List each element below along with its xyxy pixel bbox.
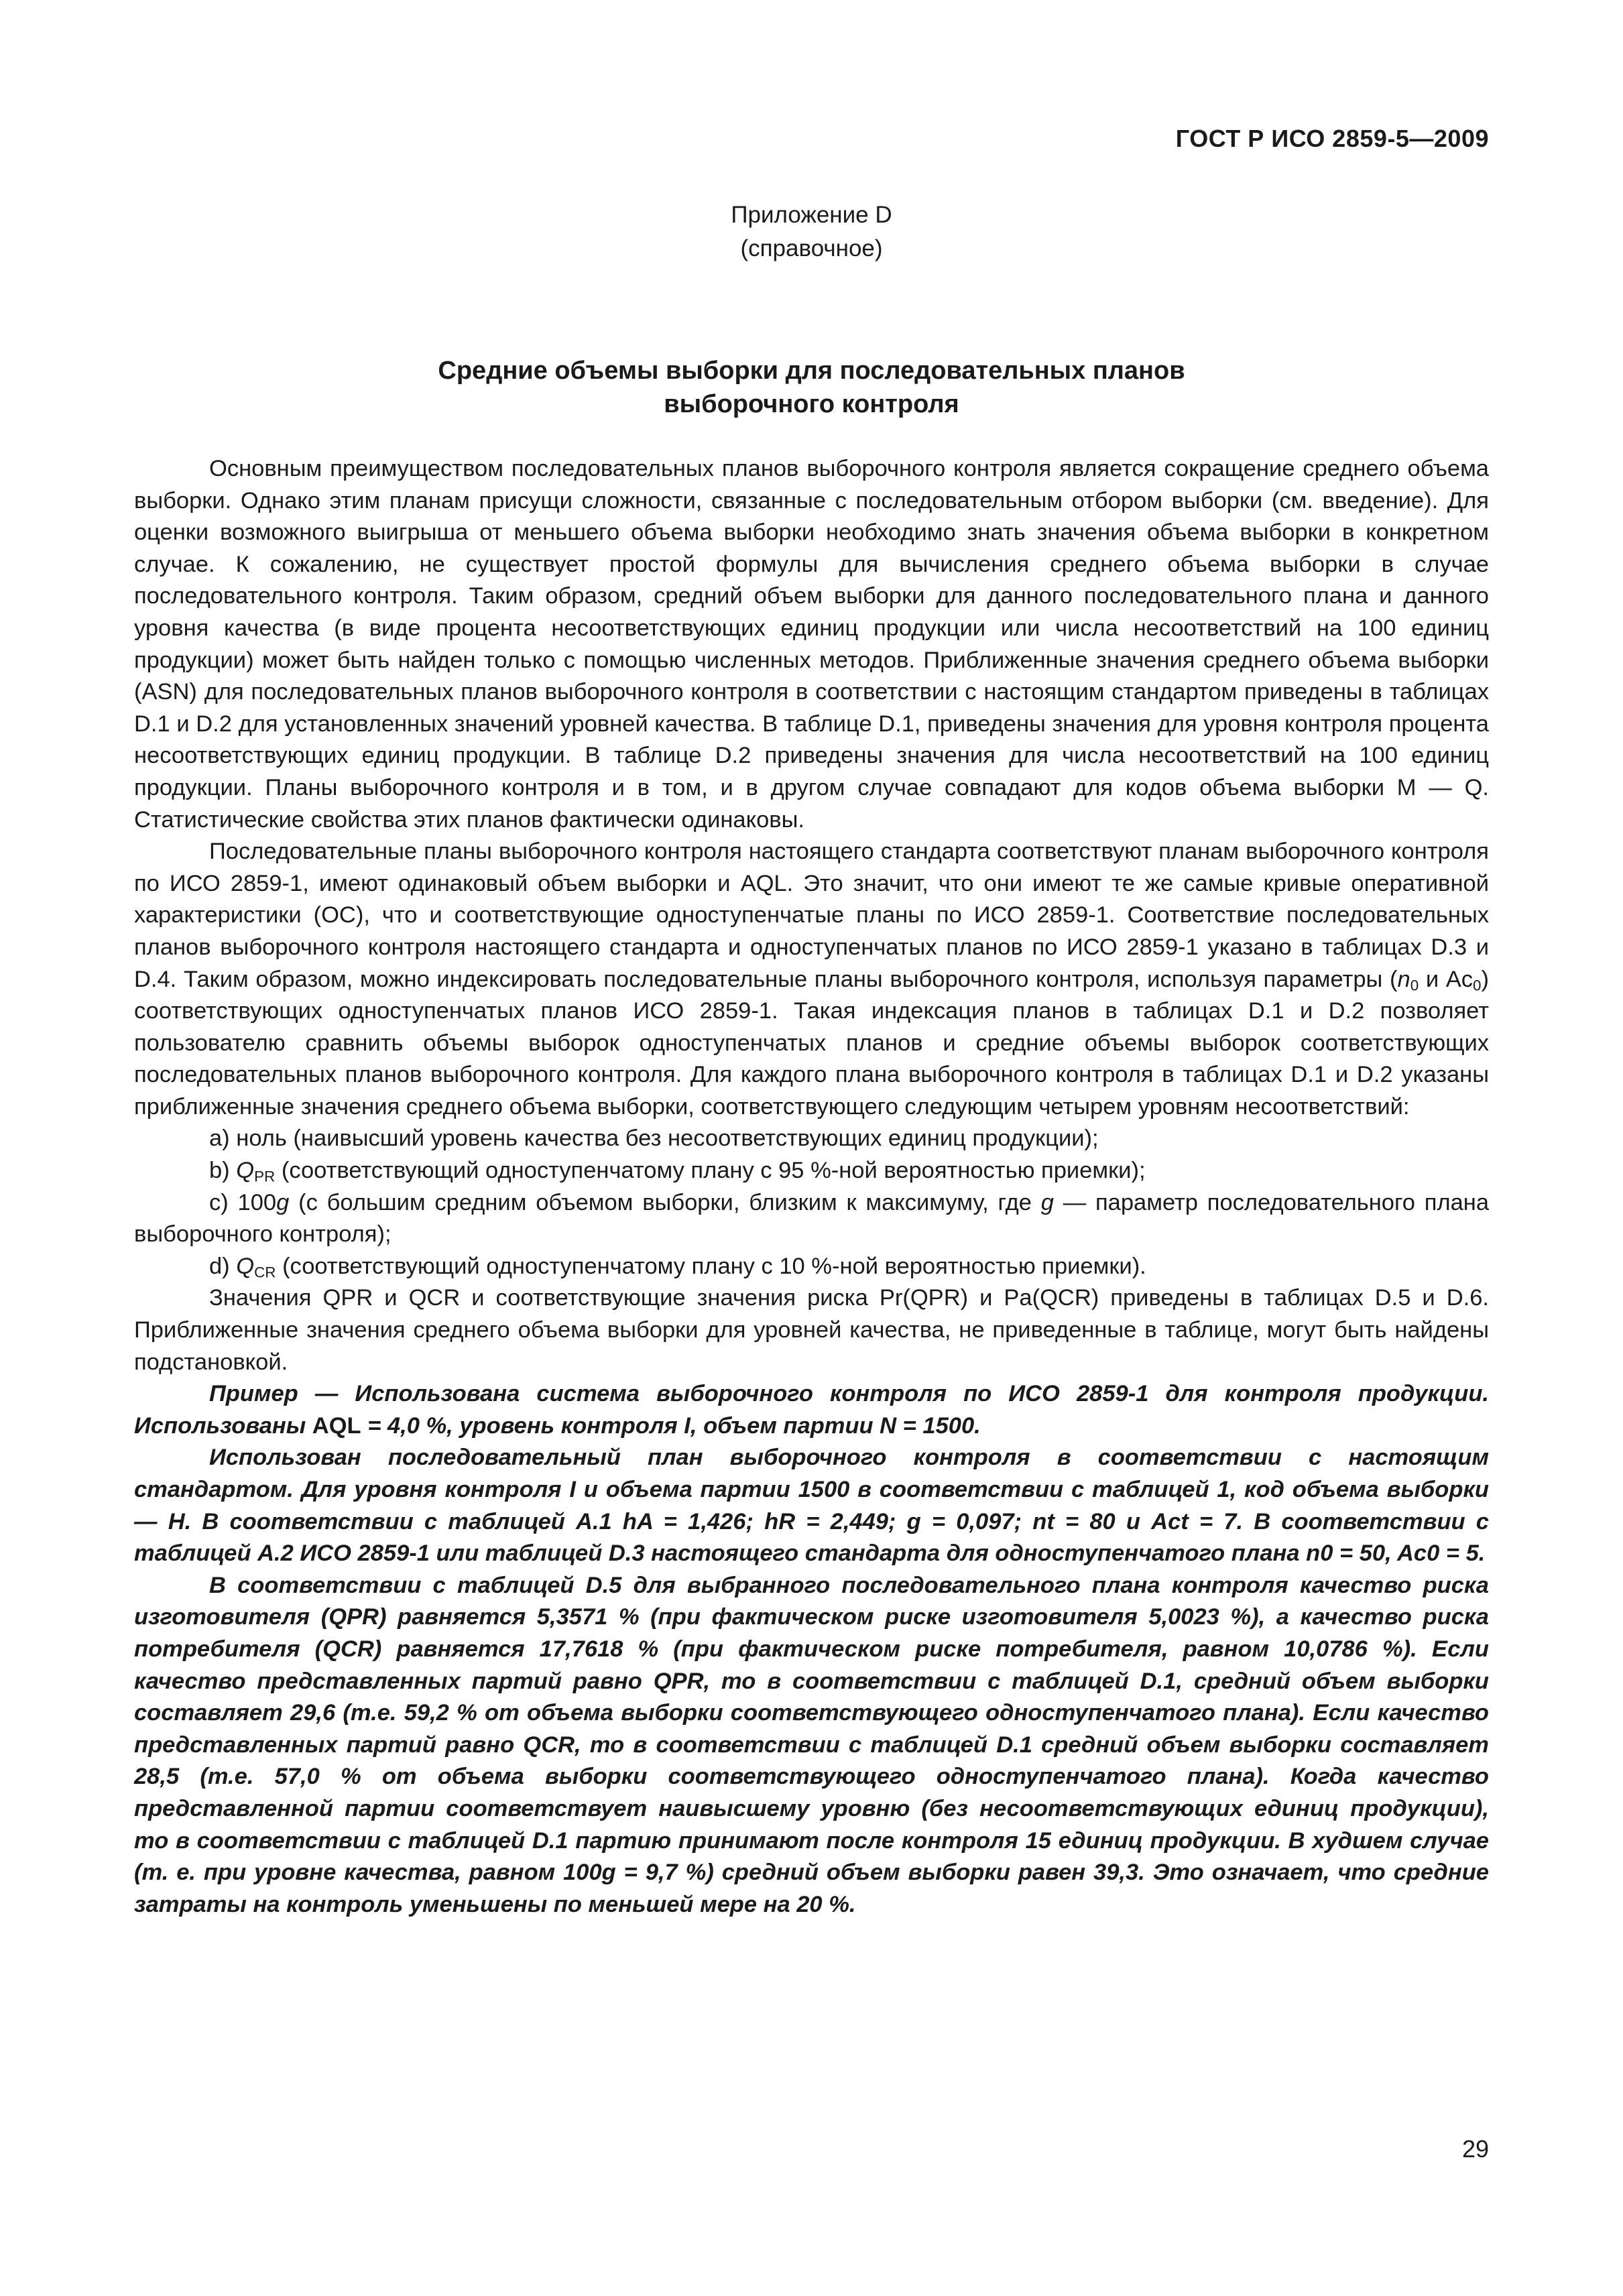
list-item-c-g2: g <box>1040 1189 1054 1215</box>
list-item-c <box>134 1187 1489 1251</box>
paragraph-plans-and: и Ac <box>1419 966 1474 992</box>
title-line-1: Средние объемы выборки для последовательных планов <box>438 357 1185 385</box>
list-item-c-g: g <box>276 1189 290 1215</box>
list-item-d-q: Q <box>236 1253 255 1279</box>
param-n-sub: 0 <box>1410 977 1419 994</box>
list-item-a: a) ноль (наивысший уровень качества без несоответствующих единиц продукции); <box>209 1126 1099 1152</box>
list-item-c-mid: (с большим средним объемом выборки, близким к максимуму, где <box>289 1189 1041 1215</box>
example-result: В соответствии с таблицей D.5 для выбранного последовательного плана контроля качество риска изготовителя (QPR) равняется 5,3571 % (при фактическом риске изготовителя 5,0023 %), а качество риска потребителя (QCR) равняется 17,7618 % (при фактическом риске потребителя, равном 10,0786 %). Если качество представленных партий равно QPR, то в соответствии с таблицей D.1, средний объем выборки составляет 29,6 (т.е. 59,2 % от объема выборки соответствующего одноступенчатого плана). Если качество представленных партий равно QCR, то в соответствии с таблицей D.1 средний объем выборки составляет 28,5 (т.е. 57,0 % от объема выборки соответствующего одноступенчатого плана). Когда качество представленной партии соответствует наивысшему уровню (без несоответствующих единиц продукции), то в соответствии с таблицей D.1 партию принимают после контроля 15 единиц продукции. В худшем случае (т. е. при уровне качества, равном 100g = 9,7 %) средний объем выборки равен 39,3. Это означает, что средние затраты на контроль уменьшены по меньшей мере на 20 %. <box>134 1572 1489 1917</box>
paragraph-plans <box>134 836 1489 1123</box>
example-intro <box>134 1378 1489 1442</box>
list-item-d <box>134 1251 1489 1283</box>
example-aql: AQL <box>312 1412 361 1439</box>
title-line-2: выборочного контроля <box>664 390 959 418</box>
list-item-c-text: — параметр последовательного плана выборочного контроля); <box>134 1189 1490 1248</box>
paragraph-risk-values: Значения QPR и QCR и соответствующие значения риска Pr(QPR) и Pa(QCR) приведены в таблицах D.5 и D.6. Приближенные значения среднего объема выборки для уровней качества, не приведенные в таблице, могут быть найдены подстановкой. <box>134 1285 1489 1375</box>
list-item-d-sub: CR <box>254 1264 276 1281</box>
appendix-kind: (справочное) <box>740 235 883 261</box>
list-item-c-prefix: c) 100 <box>209 1189 277 1215</box>
standard-header: ГОСТ Р ИСО 2859-5—2009 <box>1175 125 1489 152</box>
list-item-b-q: Q <box>236 1158 255 1184</box>
list-item-b-text: (соответствующий одноступенчатому плану с 95 %-ной вероятностью приемки); <box>275 1158 1146 1184</box>
paragraph-intro: Основным преимуществом последовательных планов выборочного контроля является сокращение среднего объема выборки. Однако этим планам присущи сложности, связанные с последовательным отбором выборки (см. введение). Для оценки возможного выигрыша от меньшего объема выборки необходимо знать значения объема выборки в конкретном случае. К сожалению, не существует простой формулы для вычисления среднего объема выборки в случае последовательного контроля. Таким образом, средний объем выборки для данного последовательного плана и данного уровня качества (в виде процента несоответствующих единиц продукции или числа несоответствий на 100 единиц продукции) может быть найден только с помощью численных методов. Приближенные значения среднего объема выборки (ASN) для последовательных планов выборочного контроля в соответствии с настоящим стандартом приведены в таблицах D.1 и D.2 для установленных значений уровней качества. В таблице D.1, приведены значения для уровня контроля процента несоответствующих единиц продукции. В таблице D.2 приведены значения для числа несоответствий на 100 единиц продукции. Планы выборочного контроля и в том, и в другом случае совпадают для кодов объема выборки M — Q. Статистические свойства этих планов фактически одинаковы. <box>134 456 1489 833</box>
paragraph-plans-text-a: Последовательные планы выборочного контроля настоящего стандарта соответствуют планам выборочного контроля по ИСО 2859-1, имеют одинаковый объем выборки и AQL. Это значит, что они имеют те же самые кривые оперативной характеристики (ОС), что и соответствующие одноступенчатые планы по ИСО 2859-1. Соответствие последовательных планов выборочного контроля настоящего стандарта и одноступенчатых планов по ИСО 2859-1 указано в таблицах D.3 и D.4. Таким образом, можно индексировать последовательные планы выборочного контроля, используя параметры ( <box>134 839 1489 992</box>
param-n: n <box>1397 966 1410 992</box>
section-title <box>0 354 1623 421</box>
example-intro-text-b: = 4,0 %, уровень контроля I, объем партии N = 1500. <box>361 1412 981 1439</box>
document-body <box>134 453 1489 1921</box>
list-item-b <box>134 1155 1489 1187</box>
list-item-d-prefix: d) <box>209 1253 237 1279</box>
param-ac-sub: 0 <box>1473 977 1482 994</box>
paragraph-plans-text-b: ) соответствующих одноступенчатых планов ИСО 2859-1. Такая индексация планов в таблицах D.1 и D.2 позволяет пользователю сравнить объемы выборок одноступенчатых планов и средние объемы выборок соответствующих последовательных планов выборочного контроля. Для каждого плана выборочного контроля в таблицах D.1 и D.2 указаны приближенные значения среднего объема выборки, соответствующего следующим четырем уровням несоответствий: <box>134 966 1490 1120</box>
example-plan: Использован последовательный план выборочного контроля в соответствии с настоящим стандартом. Для уровня контроля I и объема партии 1500 в соответствии с таблицей 1, код объема выборки — H. В соответствии с таблицей A.1 hA = 1,426; hR = 2,449; g = 0,097; nt = 80 и Act = 7. В соответствии с таблицей A.2 ИСО 2859-1 или таблицей D.3 настоящего стандарта для одноступенчатого плана n0 = 50, Ac0 = 5. <box>134 1445 1489 1567</box>
example-intro-text-a: Пример — Использована система выборочного контроля по ИСО 2859-1 для контроля продукции. Использованы <box>134 1381 1489 1439</box>
list-item-b-sub: PR <box>254 1168 276 1185</box>
appendix-label: Приложение D <box>731 202 892 228</box>
appendix-heading <box>0 198 1623 265</box>
list-item-d-text: (соответствующий одноступенчатому плану с 10 %-ной вероятностью приемки). <box>276 1253 1146 1279</box>
page-number: 29 <box>1461 2135 1489 2163</box>
list-item-b-prefix: b) <box>209 1158 237 1184</box>
